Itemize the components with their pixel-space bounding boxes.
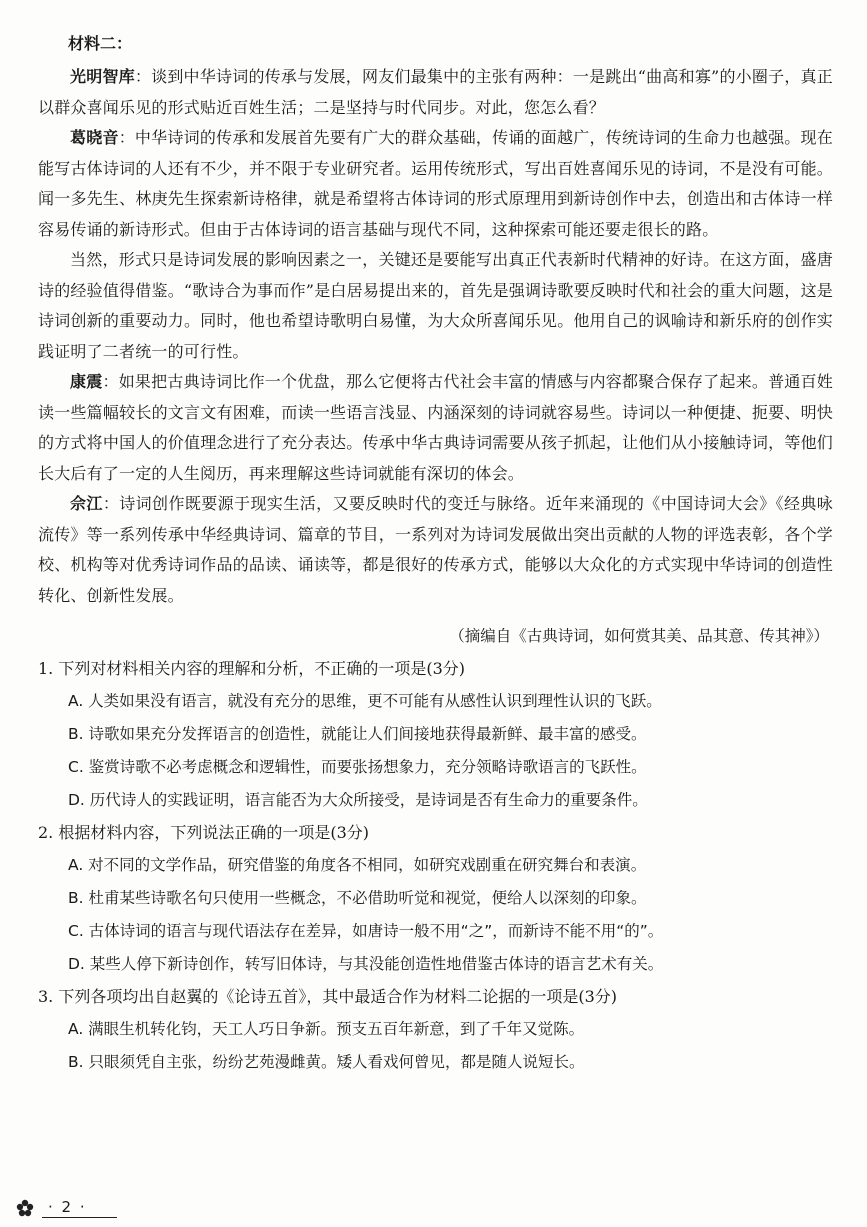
material-paragraph: [38, 62, 833, 123]
paragraph-text: ：如果把古典诗词比作一个优盘，那么它便将古代社会丰富的情感与内容都聚合保存了起来。普通百姓读一些篇幅较长的文言文有困难，而读一些语言浅显、内涵深刻的诗词就容易些。诗词以一种便捷、扼要、明快的方式将中国人的价值理念进行了充分表达。传承中华古典诗词需要从孩子抓起，让他们从小接触诗词，等他们长大后有了一定的人生阅历，再来理解这些诗词就能有深切的体会。: [38, 372, 833, 483]
option-a: A. 人类如果没有语言，就没有充分的思维，更不可能有从感性认识到理性认识的飞跃。: [68, 692, 662, 710]
option-d: D. 某些人停下新诗创作，转写旧体诗，与其没能创造性地借鉴古体诗的语言艺术有关。: [68, 955, 664, 973]
option-c: C. 鉴赏诗歌不必考虑概念和逻辑性，而要张扬想象力，充分领略诗歌语言的飞跃性。: [68, 758, 647, 776]
material-paragraph: [38, 489, 833, 611]
option-a: A. 满眼生机转化钧，天工人巧日争新。预支五百年新意，到了千年又觉陈。: [68, 1020, 585, 1038]
question-1: [38, 653, 833, 817]
material-heading: 材料二：: [68, 34, 133, 53]
page-number: · 2 ·: [42, 1198, 117, 1218]
option-c: C. 古体诗词的语言与现代语法存在差异，如唐诗一般不用“之”，而新诗不能不用“的”。: [68, 922, 664, 940]
option-a: A. 对不同的文学作品，研究借鉴的角度各不相同，如研究戏剧重在研究舞台和表演。: [68, 856, 647, 874]
paragraph-text: ：谈到中华诗词的传承与发展，网友们最集中的主张有两种：一是跳出“曲高和寡”的小圈子，真正以群众喜闻乐见的形式贴近百姓生活；二是坚持与时代同步。对此，您怎么看？: [38, 67, 833, 117]
speaker-name: 光明智库: [70, 67, 135, 86]
paragraph-text: ：中华诗词的传承和发展首先要有广大的群众基础，传诵的面越广，传统诗词的生命力也越强。现在能写古体诗词的人还有不少，并不限于专业研究者。运用传统形式，写出百姓喜闻乐见的诗词，不是没有可能。闻一多先生、林庚先生探索新诗格律，就是希望将古体诗词的形式原理用到新诗创作中去，创造出和古体诗一样容易传诵的新诗形式。但由于古体诗词的语言基础与现代不同，这种探索可能还要走很长的路。: [38, 128, 833, 239]
question-stem: 3. 下列各项均出自赵翼的《论诗五首》，其中最适合作为材料二论据的一项是(3分): [38, 987, 618, 1006]
flower-icon: [14, 1197, 36, 1219]
material-paragraph: [38, 123, 833, 245]
source-citation: （摘编自《古典诗词，如何赏其美、品其意、传其神》）: [449, 627, 829, 645]
paragraph-text: 当然，形式只是诗词发展的影响因素之一，关键还是要能写出真正代表新时代精神的好诗。在这方面，盛唐诗的经验值得借鉴。“歌诗合为事而作”是白居易提出来的，首先是强调诗歌要反映时代和社会的重大问题，这是诗词创新的重要动力。同时，他也希望诗歌明白易懂，为大众所喜闻乐见。他用自己的讽喻诗和新乐府的创作实践证明了二者统一的可行性。: [38, 250, 833, 361]
page-footer: [14, 1197, 117, 1219]
question-stem: 1. 下列对材料相关内容的理解和分析，不正确的一项是(3分): [38, 659, 466, 678]
question-stem: 2. 根据材料内容，下列说法正确的一项是(3分): [38, 823, 370, 842]
question-2: [38, 817, 833, 981]
material-paragraph: [38, 245, 833, 367]
option-b: B. 杜甫某些诗歌名句只使用一些概念，不必借助听觉和视觉，便给人以深刻的印象。: [68, 889, 647, 907]
paragraph-text: ：诗词创作既要源于现实生活，又要反映时代的变迁与脉络。近年来涌现的《中国诗词大会》《经典咏流传》等一系列传承中华经典诗词、篇章的节目，一系列对为诗词发展做出突出贡献的人物的评选表彰，各个学校、机构等对优秀诗词作品的品读、诵读等，都是很好的传承方式，能够以大众化的方式实现中华诗词的创造性转化、创新性发展。: [38, 494, 833, 605]
option-b: B. 诗歌如果充分发挥语言的创造性，就能让人们间接地获得最新鲜、最丰富的感受。: [68, 725, 647, 743]
speaker-name: 佘江: [70, 494, 103, 513]
option-d: D. 历代诗人的实践证明，语言能否为大众所接受，是诗词是否有生命力的重要条件。: [68, 791, 648, 809]
material-paragraph: [38, 367, 833, 489]
question-3: [38, 981, 833, 1079]
speaker-name: 康震: [70, 372, 103, 391]
option-b: B. 只眼须凭自主张，纷纷艺苑漫雌黄。矮人看戏何曾见，都是随人说短长。: [68, 1053, 585, 1071]
speaker-name: 葛晓音: [70, 128, 119, 147]
